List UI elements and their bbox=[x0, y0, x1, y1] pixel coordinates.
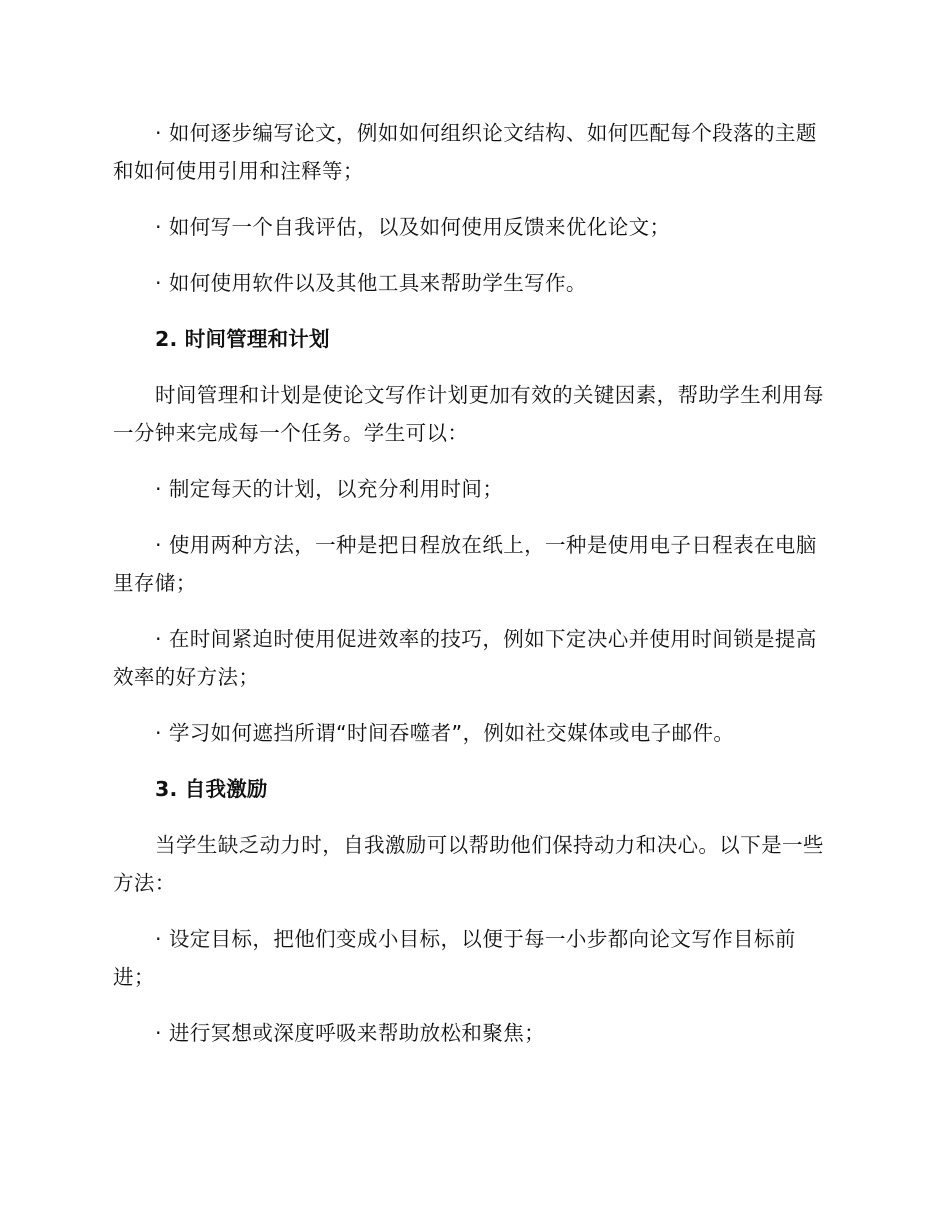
section-heading: 3. 自我激励 bbox=[155, 777, 268, 801]
document-content bbox=[113, 114, 833, 1052]
bullet-paragraph: · 学习如何遮挡所谓“时间吞噬者”，例如社交媒体或电子邮件。 bbox=[155, 721, 735, 745]
bullet-paragraph: · 在时间紧迫时使用促进效率的技巧，例如下定决心并使用时间锁是提高效率的好方法； bbox=[113, 627, 817, 689]
body-paragraph: 当学生缺乏动力时，自我激励可以帮助他们保持动力和决心。以下是一些方法： bbox=[113, 833, 824, 895]
bullet-paragraph: · 如何逐步编写论文，例如如何组织论文结构、如何匹配每个段落的主题和如何使用引用和注释等； bbox=[113, 121, 817, 183]
bullet-paragraph: · 如何使用软件以及其他工具来帮助学生写作。 bbox=[155, 271, 587, 295]
bullet-paragraph: · 进行冥想或深度呼吸来帮助放松和聚焦； bbox=[155, 1021, 546, 1045]
section-heading: 2. 时间管理和计划 bbox=[155, 327, 330, 351]
bullet-paragraph: · 如何写一个自我评估，以及如何使用反馈来优化论文； bbox=[155, 215, 671, 239]
bullet-paragraph: · 制定每天的计划，以充分利用时间； bbox=[155, 477, 504, 501]
bullet-paragraph: · 设定目标，把他们变成小目标，以便于每一小步都向论文写作目标前进； bbox=[113, 927, 796, 989]
body-paragraph: 时间管理和计划是使论文写作计划更加有效的关键因素，帮助学生利用每一分钟来完成每一个任务。学生可以： bbox=[113, 383, 824, 445]
bullet-paragraph: · 使用两种方法，一种是把日程放在纸上，一种是使用电子日程表在电脑里存储； bbox=[113, 533, 817, 595]
